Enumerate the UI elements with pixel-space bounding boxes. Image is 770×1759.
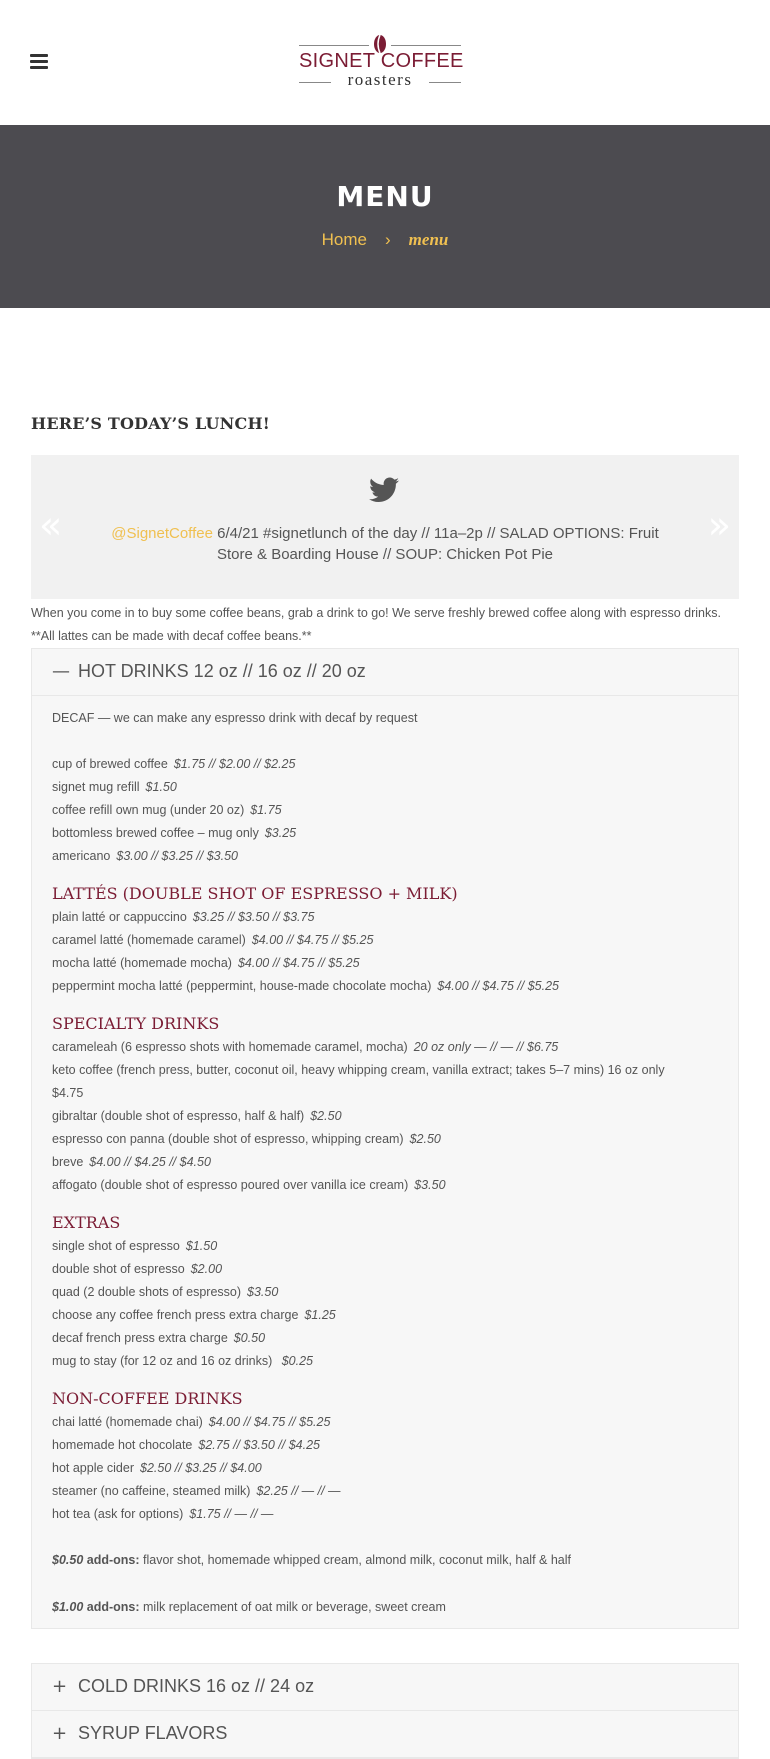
menu-item-price: 20 oz only — // — // $6.75: [413, 1040, 559, 1054]
menu-item-name: coffee refill own mug (under 20 oz): [52, 803, 245, 817]
breadcrumb-current: menu: [408, 230, 449, 249]
accordion-cold-drinks: [31, 1663, 739, 1712]
site-header: [0, 0, 770, 125]
menu-item: [52, 1350, 718, 1373]
accordion-syrup-flavors: [31, 1710, 739, 1759]
menu-item-name: $4.75: [52, 1086, 84, 1100]
menu-item-name: choose any coffee french press extra charge: [52, 1308, 299, 1322]
menu-item-name: signet mug refill: [52, 780, 140, 794]
menu-item-name: caramel latté (homemade caramel): [52, 933, 246, 947]
logo-rule-right: [391, 45, 461, 46]
menu-item-price: $1.75 // — // —: [189, 1507, 274, 1521]
menu-item-name: espresso con panna (double shot of espresso, whipping cream): [52, 1132, 404, 1146]
basic-list: [52, 753, 718, 868]
menu-item-price: $1.50: [145, 780, 177, 794]
breadcrumb-home-link[interactable]: Home: [321, 230, 367, 249]
logo-line2: roasters: [347, 70, 413, 89]
menu-item: [52, 822, 718, 845]
lunch-heading: HERE’S TODAY’S LUNCH!: [31, 414, 270, 433]
menu-item: [52, 1128, 718, 1151]
menu-item: [52, 1411, 718, 1434]
menu-item: [52, 799, 718, 822]
menu-item: [52, 1434, 718, 1457]
menu-item-name: single shot of espresso: [52, 1239, 180, 1253]
accordion-title: HOT DRINKS 12 oz // 16 oz // 20 oz: [78, 661, 366, 681]
menu-item: [52, 952, 718, 975]
menu-item-price: $2.75 // $3.50 // $4.25: [198, 1438, 320, 1452]
twitter-icon: [369, 477, 399, 503]
addon-text: milk replacement of oat milk or beverage, sweet cream: [139, 1600, 446, 1614]
menu-item-name: affogato (double shot of espresso poured over vanilla ice cream): [52, 1178, 409, 1192]
menu-item-name: quad (2 double shots of espresso): [52, 1285, 242, 1299]
menu-item: [52, 1503, 718, 1526]
menu-item: [52, 845, 718, 868]
menu-item-name: double shot of espresso: [52, 1262, 185, 1276]
addon-label: add-ons:: [83, 1600, 140, 1614]
menu-item-name: mocha latté (homemade mocha): [52, 956, 232, 970]
intro-line2: **All lattes can be made with decaf coffee beans.**: [31, 629, 312, 643]
hot-drinks-menu: [32, 696, 738, 1628]
noncoffee-list: [52, 1411, 718, 1526]
menu-item: [52, 929, 718, 952]
menu-item: [52, 1174, 718, 1197]
menu-item-price: $2.50 // $3.25 // $4.00: [140, 1461, 262, 1475]
accordion-hot-drinks: [31, 648, 739, 1629]
menu-item: [52, 1059, 718, 1082]
menu-item-name: peppermint mocha latté (peppermint, house-made chocolate mocha): [52, 979, 432, 993]
intro-line1: When you come in to buy some coffee beans, grab a drink to go! We serve freshly brewed coffee along with espresso drinks.: [31, 606, 721, 620]
accordion-cold-drinks-header[interactable]: [32, 1664, 738, 1711]
carousel-next-button[interactable]: »: [707, 503, 731, 547]
menu-item: [52, 1327, 718, 1350]
carousel-prev-button[interactable]: «: [39, 503, 63, 547]
intro-text: [31, 602, 751, 648]
tweet-handle-link[interactable]: @SignetCoffee: [111, 525, 213, 542]
menu-item-price: $0.25: [278, 1354, 314, 1368]
menu-item-price: $4.00 // $4.75 // $5.25: [437, 979, 559, 993]
expand-icon: +: [52, 1723, 68, 1744]
page-title: MENU: [336, 180, 434, 213]
addon-price: $1.00: [52, 1600, 84, 1614]
menu-item: [52, 906, 718, 929]
menu-item: [52, 753, 718, 776]
addon-text: flavor shot, homemade whipped cream, almond milk, coconut milk, half & half: [139, 1553, 571, 1567]
decaf-note: DECAF — we can make any espresso drink with decaf by request: [52, 711, 418, 725]
menu-item-price: $3.25: [264, 826, 297, 840]
tweet-text: [101, 523, 669, 565]
menu-item-name: breve: [52, 1155, 84, 1169]
page-hero: [0, 125, 770, 308]
addon-label: add-ons:: [83, 1553, 140, 1567]
menu-item-price: $3.50: [247, 1285, 279, 1299]
extras-heading: EXTRAS: [52, 1213, 121, 1232]
menu-item-price: $2.25 // — // —: [256, 1484, 341, 1498]
menu-item: [52, 1036, 718, 1059]
extras-list: [52, 1235, 718, 1373]
menu-item: [52, 1082, 718, 1105]
menu-item-price: $4.00 // $4.75 // $5.25: [237, 956, 360, 970]
menu-item-name: plain latté or cappuccino: [52, 910, 187, 924]
menu-item-price: $0.50: [233, 1331, 266, 1345]
menu-item: [52, 1480, 718, 1503]
menu-item-price: $2.50: [409, 1132, 441, 1146]
menu-item-price: $3.50: [414, 1178, 446, 1192]
menu-item-name: homemade hot chocolate: [52, 1438, 193, 1452]
menu-item-name: carameleah (6 espresso shots with homemade caramel, mocha): [52, 1040, 408, 1054]
logo-rule-left: [299, 45, 369, 46]
accordion-hot-drinks-header[interactable]: [32, 649, 738, 696]
menu-item: [52, 975, 718, 998]
lattes-heading: LATTÉS (DOUBLE SHOT OF ESPRESSO + MILK): [52, 884, 458, 903]
menu-item-price: $2.00: [190, 1262, 223, 1276]
breadcrumb: [0, 230, 770, 250]
lattes-list: [52, 906, 718, 998]
menu-item-name: cup of brewed coffee: [52, 757, 168, 771]
specialty-heading: SPECIALTY DRINKS: [52, 1014, 220, 1033]
menu-item-price: $1.75: [250, 803, 282, 817]
menu-item-name: gibraltar (double shot of espresso, half & half): [52, 1109, 305, 1123]
menu-item-price: $3.25 // $3.50 // $3.75: [192, 910, 315, 924]
menu-item-name: hot apple cider: [52, 1461, 135, 1475]
menu-item-name: steamer (no caffeine, steamed milk): [52, 1484, 251, 1498]
menu-item: [52, 1258, 718, 1281]
collapse-icon: —: [52, 661, 70, 682]
addon-price: $0.50: [52, 1553, 84, 1567]
specialty-list: [52, 1036, 718, 1197]
addons-050: [52, 1549, 718, 1572]
menu-item: [52, 1457, 718, 1480]
menu-item-name: decaf french press extra charge: [52, 1331, 228, 1345]
menu-item-price: $4.00 // $4.25 // $4.50: [89, 1155, 211, 1169]
menu-item: [52, 1235, 718, 1258]
menu-item: [52, 1281, 718, 1304]
addons-100: [52, 1596, 718, 1619]
menu-item-price: $3.00 // $3.25 // $3.50: [116, 849, 238, 863]
menu-item-price: $1.25: [304, 1308, 336, 1322]
accordion-title: SYRUP FLAVORS: [78, 1723, 228, 1743]
expand-icon: +: [52, 1676, 68, 1697]
twitter-feed: [31, 455, 739, 599]
menu-item: [52, 1304, 718, 1327]
menu-item-price: $1.50: [185, 1239, 218, 1253]
menu-item: [52, 776, 718, 799]
menu-item-price: $4.00 // $4.75 // $5.25: [251, 933, 374, 947]
logo-line1: SIGNET COFFEE: [299, 50, 464, 72]
noncoffee-heading: NON-COFFEE DRINKS: [52, 1389, 243, 1408]
accordion-title: COLD DRINKS 16 oz // 24 oz: [78, 1676, 315, 1696]
chevron-right-icon: ›: [385, 230, 391, 249]
menu-item: [52, 1105, 718, 1128]
menu-item-name: mug to stay (for 12 oz and 16 oz drinks): [52, 1354, 273, 1368]
site-logo[interactable]: [299, 34, 464, 90]
menu-item: [52, 1151, 718, 1174]
menu-item-price: $1.75 // $2.00 // $2.25: [173, 757, 296, 771]
menu-item-name: bottomless brewed coffee – mug only: [52, 826, 259, 840]
menu-item-name: chai latté (homemade chai): [52, 1415, 203, 1429]
menu-item-price: $2.50: [310, 1109, 342, 1123]
menu-item-name: americano: [52, 849, 111, 863]
menu-icon[interactable]: [30, 54, 48, 68]
menu-item-name: hot tea (ask for options): [52, 1507, 184, 1521]
menu-item-price: $4.00 // $4.75 // $5.25: [208, 1415, 331, 1429]
tweet-body: 6/4/21 #signetlunch of the day // 11a–2p // SALAD OPTIONS: Fruit Store & Boarding House // SOUP: Chicken Pot Pie: [212, 525, 659, 563]
menu-item-name: keto coffee (french press, butter, coconut oil, heavy whipping cream, vanilla extract; takes 5–7 mins) 16 oz only: [52, 1063, 665, 1077]
